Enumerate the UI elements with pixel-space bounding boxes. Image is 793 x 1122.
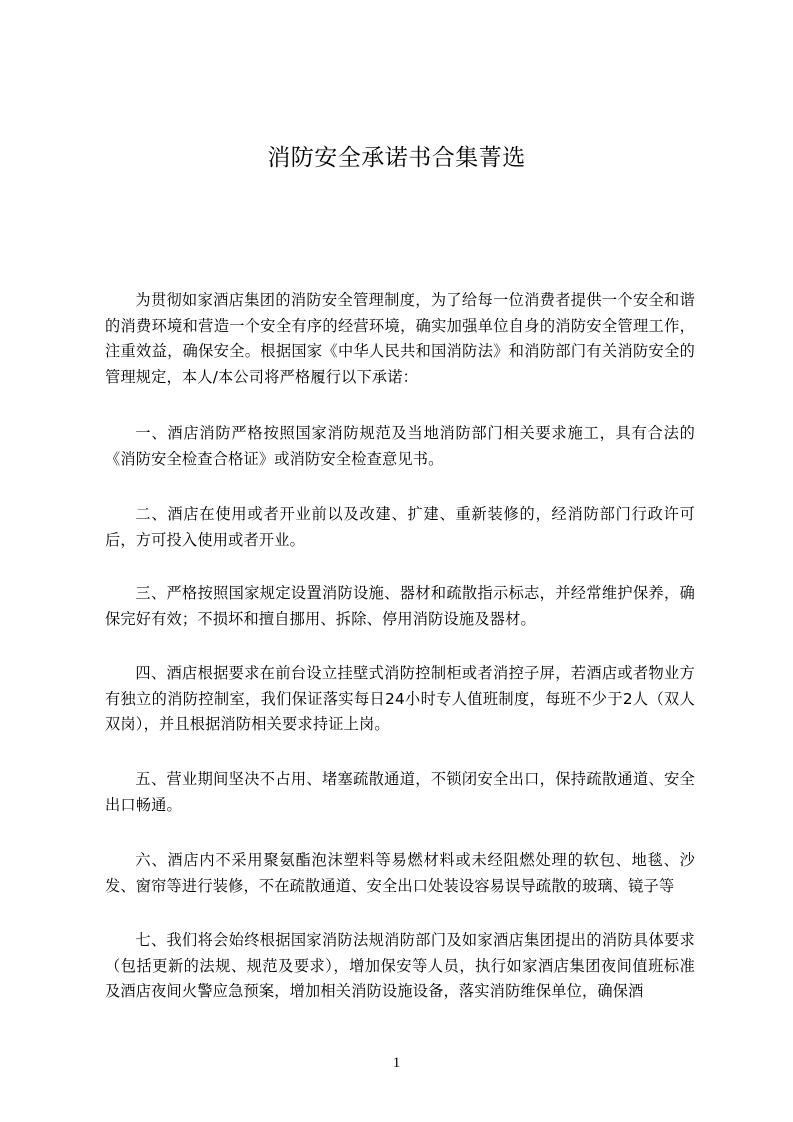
commitment-paragraph-4: 四、酒店根据要求在前台设立挂壁式消防控制柜或者消控子屏，若酒店或者物业方有独立的消防控制室，我们保证落实每日24小时专人值班制度，每班不少于2人（双人双岗），并且根据消防相关要求持证上岗。 bbox=[105, 664, 695, 733]
commitment-paragraph-3: 三、严格按照国家规定设置消防设施、器材和疏散指示标志，并经常维护保养，确保完好有效；不损坏和擅自挪用、拆除、停用消防设施及器材。 bbox=[105, 584, 695, 628]
commitment-paragraph-6: 六、酒店内不采用聚氨酯泡沫塑料等易燃材料或未经阻燃处理的软包、地毯、沙发、窗帘等进行装修，不在疏散通道、安全出口处装设容易误导疏散的玻璃、镜子等 bbox=[105, 851, 695, 895]
page-number: 1 bbox=[392, 1055, 401, 1071]
commitment-paragraph-7: 七、我们将会始终根据国家消防法规消防部门及如家酒店集团提出的消防具体要求（包括更新的法规、规范及要求），增加保安等人员，执行如家酒店集团夜间值班标准及酒店夜间火警应急预案，增加相关消防设施设备，落实消防维保单位，确保酒 bbox=[105, 931, 695, 1000]
commitment-paragraph-2: 二、酒店在使用或者开业前以及改建、扩建、重新装修的，经消防部门行政许可后，方可投入使用或者开业。 bbox=[105, 505, 695, 549]
commitment-paragraph-5: 五、营业期间坚决不占用、堵塞疏散通道，不锁闭安全出口，保持疏散通道、安全出口畅通。 bbox=[105, 770, 695, 814]
document-title: 消防安全承诺书合集菁选 bbox=[267, 145, 526, 171]
intro-paragraph: 为贯彻如家酒店集团的消防安全管理制度，为了给每一位消费者提供一个安全和谐的消费环境和营造一个安全有序的经营环境，确实加强单位自身的消防安全管理工作，注重效益，确保安全。根据国家《中华人民共和国消防法》和消防部门有关消防安全的管理规定，本人/本公司将严格履行以下承诺： bbox=[105, 291, 695, 386]
commitment-paragraph-1: 一、酒店消防严格按照国家消防规范及当地消防部门相关要求施工，具有合法的《消防安全检查合格证》或消防安全检查意见书。 bbox=[105, 424, 695, 468]
